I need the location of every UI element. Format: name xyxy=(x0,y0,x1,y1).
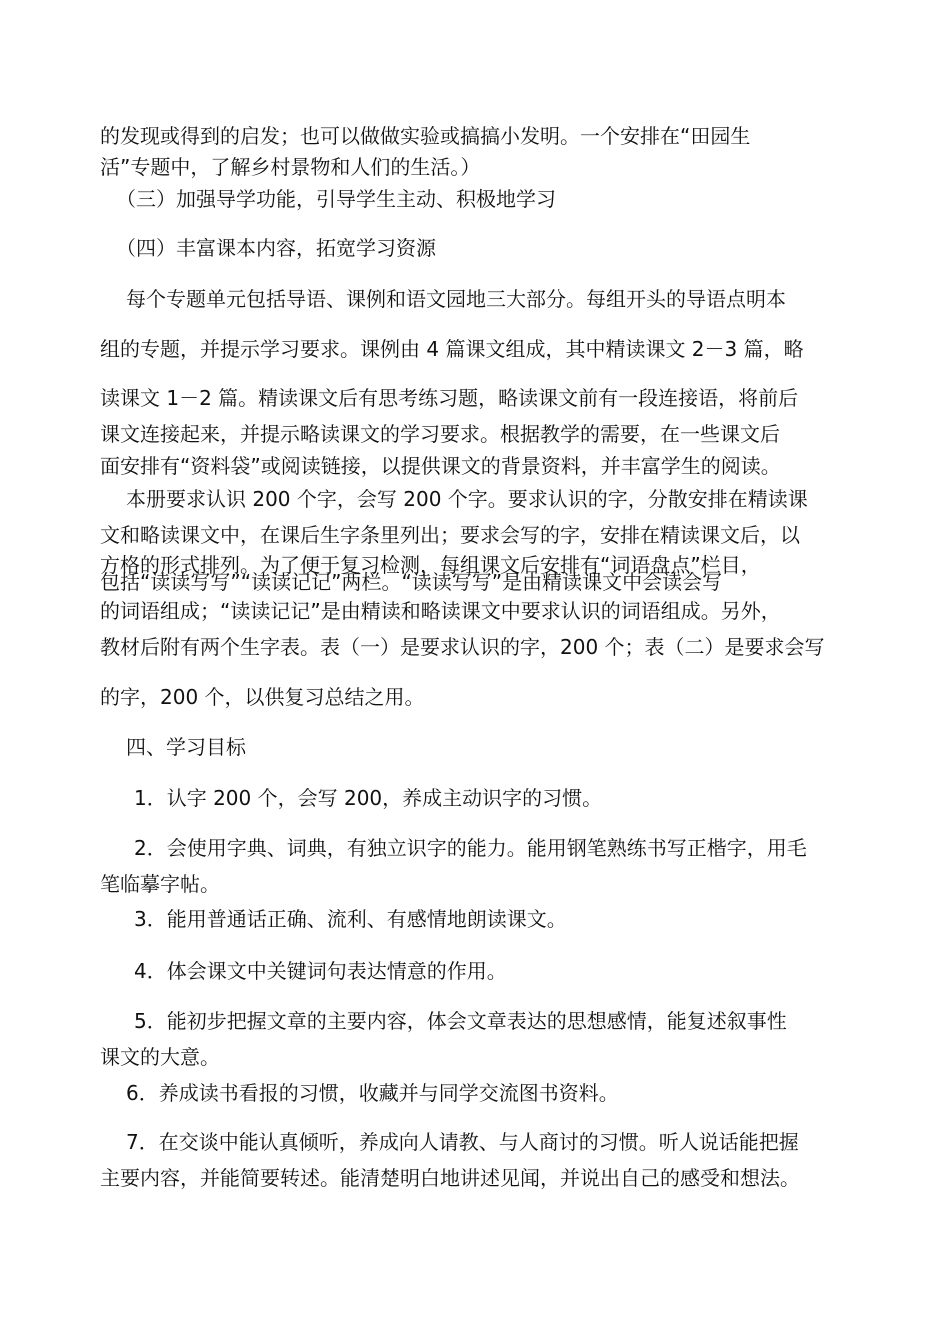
text-line: 方格的形式排列。为了便于复习检测，每组课文后安排有“词语盘点”栏目， xyxy=(100,553,761,577)
text-line: 包括“读读写写”“读读记记”两栏。“读读写写”是由精读课文中会读会写 xyxy=(100,570,723,594)
list-item: 7．在交谈中能认真倾听，养成向人请教、与人商讨的习惯。听人说话能把握 xyxy=(126,1130,799,1154)
text-line: 的字，200 个，以供复习总结之用。 xyxy=(100,685,425,709)
list-item: 6．养成读书看报的习惯，收藏并与同学交流图书资料。 xyxy=(126,1081,619,1105)
list-item: 5．能初步把握文章的主要内容，体会文章表达的思想感情，能复述叙事性 xyxy=(134,1009,787,1033)
list-item: 3．能用普通话正确、流利、有感情地朗读课文。 xyxy=(134,907,567,931)
list-item: 1．认字 200 个，会写 200，养成主动识字的习惯。 xyxy=(134,786,603,810)
text-line: 主要内容，并能简要转述。能清楚明白地讲述见闻，并说出自己的感受和想法。 xyxy=(100,1166,800,1190)
text-line: 活”专题中，了解乡村景物和人们的生活。） xyxy=(100,155,481,179)
text-line: 教材后附有两个生字表。表（一）是要求认识的字，200 个；表（二）是要求会写 xyxy=(100,635,825,659)
section-heading: （四）丰富课本内容，拓宽学习资源 xyxy=(116,236,436,260)
list-item: 4．体会课文中关键词句表达情意的作用。 xyxy=(134,959,507,983)
text-line: 的发现或得到的启发；也可以做做实验或搞搞小发明。一个安排在“田园生 xyxy=(100,124,751,148)
text-line: 面安排有“资料袋”或阅读链接，以提供课文的背景资料，并丰富学生的阅读。 xyxy=(100,454,781,478)
text-line: 课文的大意。 xyxy=(100,1045,220,1069)
text-line: 课文连接起来，并提示略读课文的学习要求。根据教学的需要，在一些课文后 xyxy=(100,422,780,446)
text-line: 的词语组成；“读读记记”是由精读和略读课文中要求认识的词语组成。另外， xyxy=(100,599,781,623)
list-item: 2．会使用字典、词典，有独立识字的能力。能用钢笔熟练书写正楷字，用毛 xyxy=(134,836,807,860)
section-heading: 四、学习目标 xyxy=(126,735,246,759)
text-line: 读课文 1－2 篇。精读课文后有思考练习题，略读课文前有一段连接语，将前后 xyxy=(100,386,799,410)
text-line: 每个专题单元包括导语、课例和语文园地三大部分。每组开头的导语点明本 xyxy=(126,287,786,311)
text-line: 文和略读课文中，在课后生字条里列出；要求会写的字，安排在精读课文后，以 xyxy=(100,523,800,547)
text-line: 笔临摹字帖。 xyxy=(100,872,220,896)
text-line: 组的专题，并提示学习要求。课例由 4 篇课文组成，其中精读课文 2－3 篇，略 xyxy=(100,337,804,361)
section-heading: （三）加强导学功能，引导学生主动、积极地学习 xyxy=(116,187,556,211)
text-line: 本册要求认识 200 个字，会写 200 个字。要求认识的字，分散安排在精读课 xyxy=(126,487,808,511)
